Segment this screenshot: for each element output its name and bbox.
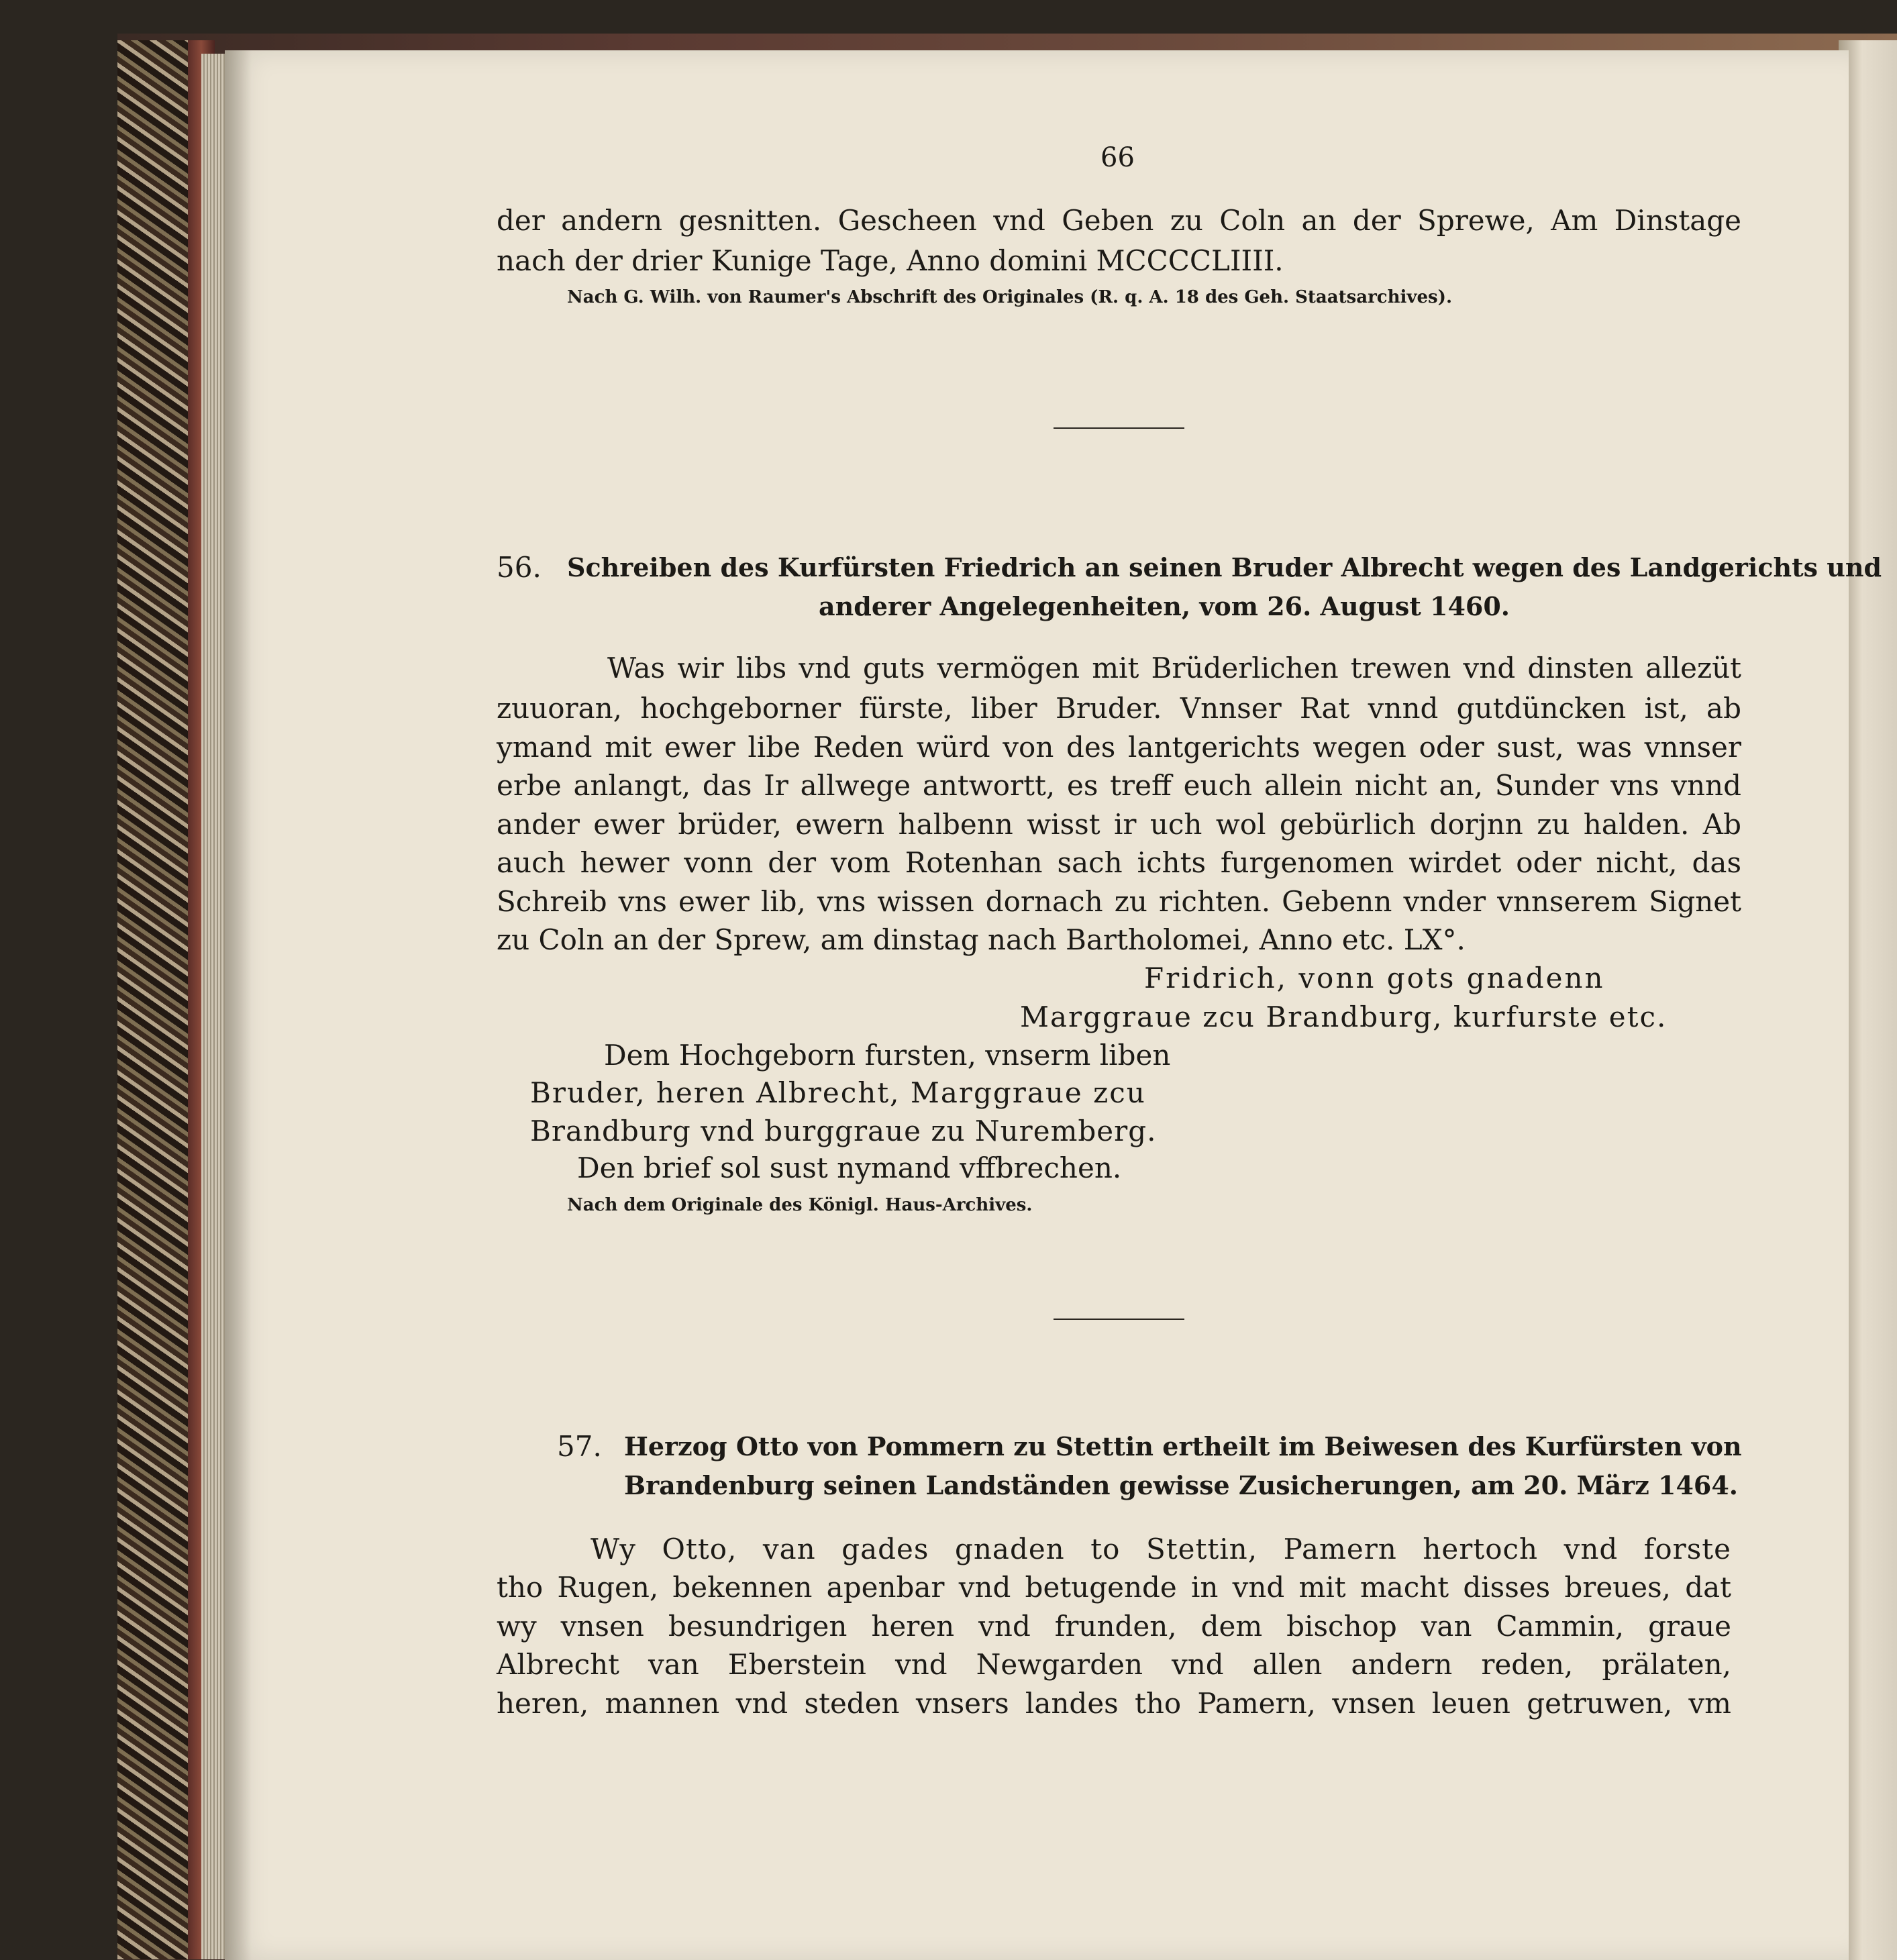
address-line: Brandburg vnd burggraue zu Nuremberg. [530,1115,1157,1147]
body-line: tho Rugen, bekennen apenbar vnd betugende in vnd mit macht disses breues, dat [497,1571,1731,1604]
body-line: zu Coln an der Sprew, am dinstag nach Bartholomei, Anno etc. LX°. [497,923,1466,956]
body-line: Wy Otto, van gades gnaden to Stettin, Pamern hertoch vnd forste [591,1533,1731,1565]
body-line: erbe anlangt, das Ir allwege antwortt, es treff euch allein nicht an, Sunder vns vnnd [497,769,1741,802]
body-line: Schreib vns ewer lib, vns wissen dornach zu richten. Gebenn vnder vnnserem Signet [497,885,1741,918]
body-line: heren, mannen vnd steden vnsers landes tho Pamern, vnsen leuen getruwen, vm [497,1687,1731,1720]
section-divider [1054,427,1184,429]
document-number: 57. [557,1430,602,1463]
document-title: Brandenburg seinen Landständen gewisse Zusicherungen, am 20. März 1464. [624,1470,1739,1500]
body-line: Albrecht van Eberstein vnd Newgarden vnd allen andern reden, prälaten, [497,1648,1731,1681]
address-line: Dem Hochgeborn fursten, vnserm liben [604,1039,1171,1072]
body-line: wy vnsen besundrigen heren vnd frunden, dem bischop van Cammin, graue [497,1610,1731,1643]
signature-line: Fridrich, vonn gots gnadenn [1144,962,1605,994]
source-note: Nach G. Wilh. von Raumer's Abschrift des Originales (R. q. A. 18 des Geh. Staatsarchives). [567,287,1453,307]
section-divider [1054,1319,1184,1320]
body-line: Was wir libs vnd guts vermögen mit Brüderlichen trewen vnd dinsten allezüt [607,652,1741,684]
body-line: auch hewer vonn der vom Rotenhan sach ichts furgenomen wirdet oder nicht, das [497,846,1741,879]
source-note: Nach dem Originale des Königl. Haus-Archives. [567,1195,1033,1215]
page-number: 66 [1100,142,1135,173]
document-title: anderer Angelegenheiten, vom 26. August 1460. [819,591,1510,621]
body-line: ander ewer brüder, ewern halbenn wisst ir uch wol gebürlich dorjnn zu halden. Ab [497,808,1741,841]
body-line: zuuoran, hochgeborner fürste, liber Bruder. Vnnser Rat vnnd gutdüncken ist, ab [497,692,1741,725]
document-title: Schreiben des Kurfürsten Friedrich an seinen Bruder Albrecht wegen des Landgerichts und [567,552,1882,582]
address-line: Den brief sol sust nymand vffbrechen. [577,1151,1122,1184]
marbled-board [117,40,198,1959]
prev-doc-line: nach der drier Kunige Tage, Anno domini MCCCCLIIII. [497,244,1284,277]
document-title: Herzog Otto von Pommern zu Stettin ertheilt im Beiwesen des Kurfürsten von [624,1431,1742,1461]
gutter-shadow [225,50,252,1960]
body-line: ymand mit ewer libe Reden würd von des lantgerichts wegen oder sust, was vnnser [497,731,1741,764]
document-number: 56. [497,551,542,584]
signature-line: Marggraue zcu Brandburg, kurfurste etc. [1020,1000,1668,1033]
prev-doc-line: der andern gesnitten. Gescheen vnd Geben zu Coln an der Sprewe, Am Dinstage [497,204,1741,237]
address-line: Bruder, heren Albrecht, Marggraue zcu [530,1076,1146,1109]
